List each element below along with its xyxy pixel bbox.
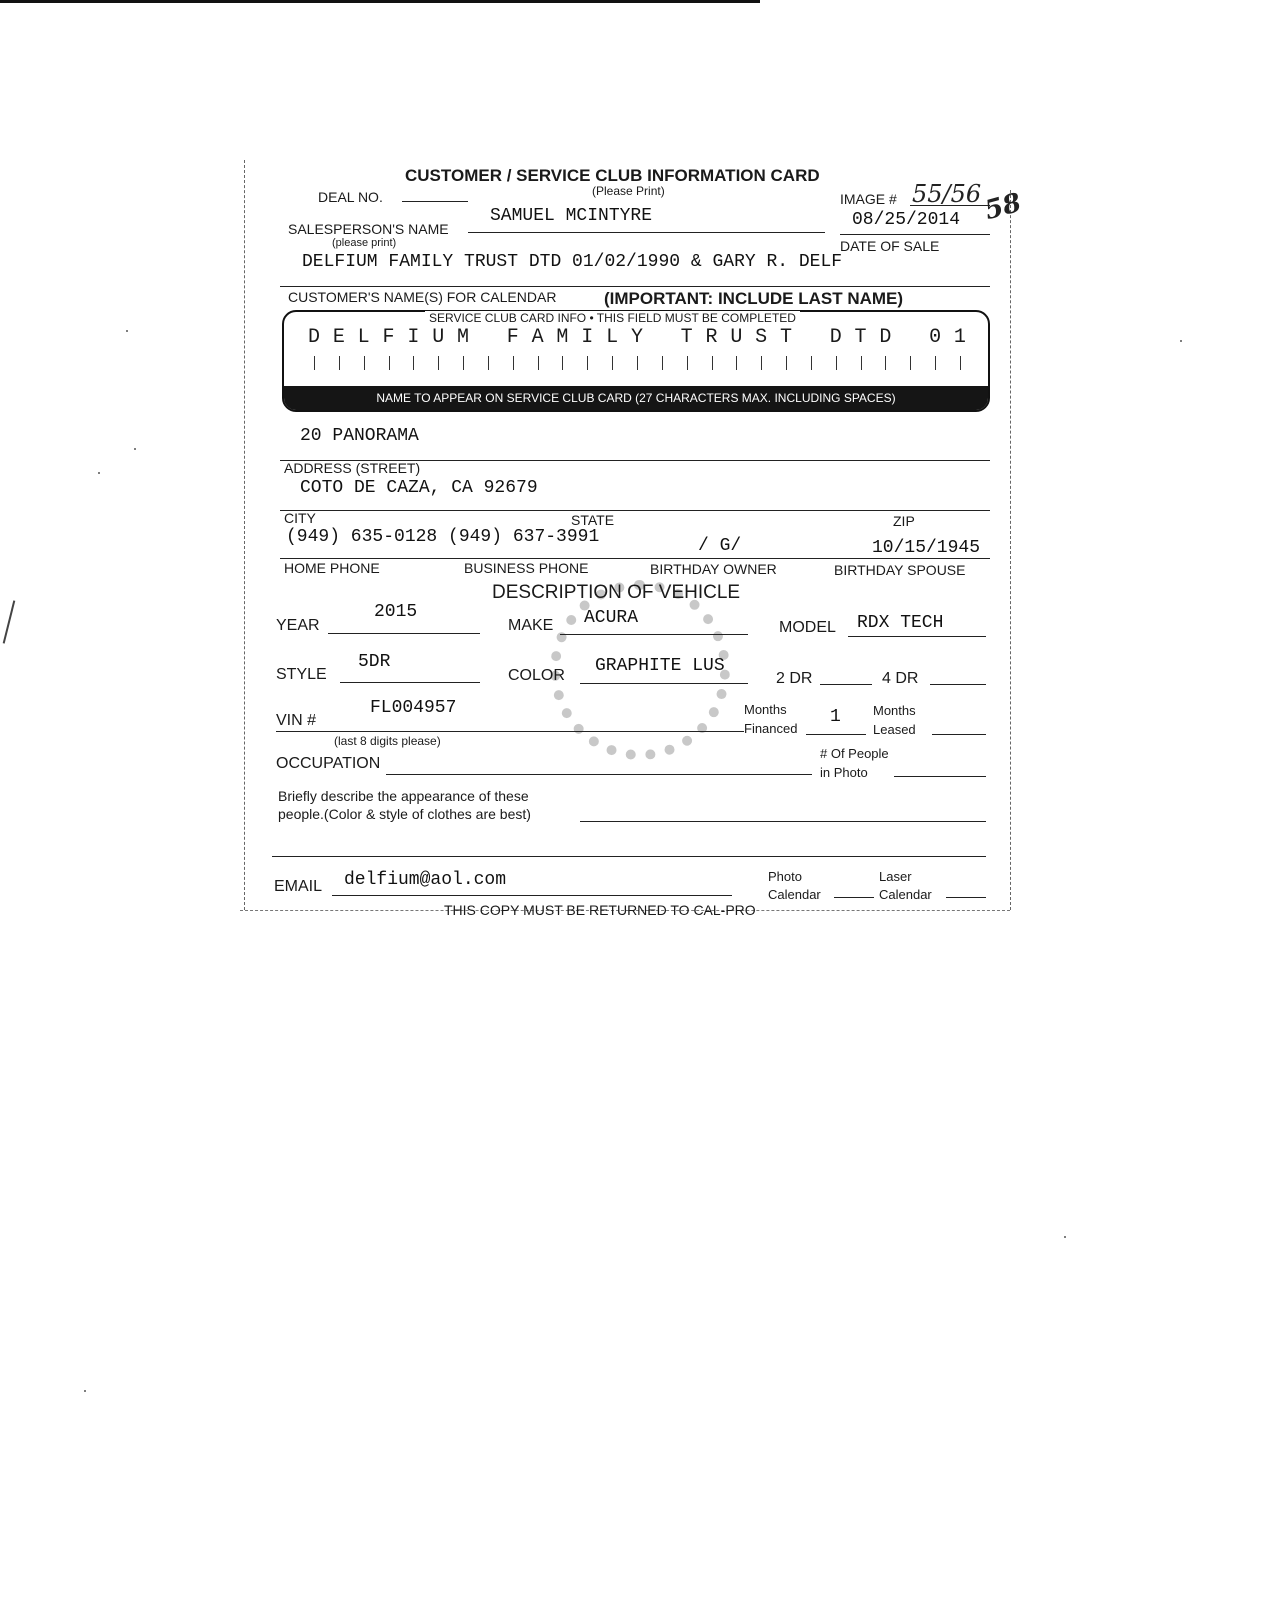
photo-label: Photo (768, 869, 802, 884)
service-card-char: L (606, 326, 619, 349)
vin-label: VIN # (276, 712, 317, 729)
service-card-footer-band: NAME TO APPEAR ON SERVICE CLUB CARD (27 CHARACTERS MAX. INCLUDING SPACES) (284, 386, 988, 410)
style-value: 5DR (358, 652, 391, 672)
service-card-char-tick (426, 356, 450, 370)
service-card-char-tick (327, 356, 351, 370)
customer-names-important-note: (IMPORTANT: INCLUDE LAST NAME) (604, 289, 904, 308)
service-card-char-tick (774, 356, 798, 370)
year-label: YEAR (276, 617, 320, 634)
service-card-char: I (581, 326, 594, 349)
service-card-char (799, 326, 823, 349)
salesperson-field[interactable] (468, 232, 825, 233)
form-right-edge (1010, 190, 1011, 910)
occupation-field[interactable] (386, 774, 812, 775)
service-card-char: M (556, 326, 569, 349)
service-card-char-tick (352, 356, 376, 370)
date-of-sale-label: DATE OF SALE (840, 238, 940, 254)
salesperson-value: SAMUEL MCINTYRE (490, 206, 653, 226)
service-card-char-tick (501, 356, 525, 370)
vin-field[interactable] (276, 731, 744, 732)
scan-speck (1180, 340, 1182, 342)
form-left-edge (244, 160, 245, 910)
service-card-char-tick (675, 356, 699, 370)
birthday-owner-value: / G/ (698, 536, 742, 556)
birthday-spouse-label: BIRTHDAY SPOUSE (834, 562, 966, 578)
service-card-char: F (382, 326, 395, 349)
vin-value: FL004957 (370, 698, 457, 718)
service-card-char-tick (600, 356, 624, 370)
service-card-char-tick (948, 356, 972, 370)
email-label: EMAIL (274, 878, 323, 895)
scan-top-edge (0, 0, 760, 3)
service-card-char: U (730, 326, 743, 349)
service-card-char (898, 326, 922, 349)
leased-label: Leased (873, 722, 916, 737)
service-card-char-tick (749, 356, 773, 370)
scan-speck (126, 330, 128, 332)
color-field[interactable] (580, 683, 748, 684)
year-value: 2015 (374, 602, 418, 622)
color-value: GRAPHITE LUS (595, 656, 725, 676)
style-field[interactable] (340, 682, 480, 683)
phones-value: (949) 635-0128 (949) 637-3991 (286, 527, 600, 547)
leased-field[interactable] (932, 734, 986, 735)
service-card-char-tick (873, 356, 897, 370)
city-label: CITY (284, 510, 316, 526)
service-card-character-ticks (302, 356, 972, 370)
service-card-char-tick (526, 356, 550, 370)
two-door-label: 2 DR (776, 670, 813, 687)
deal-no-label: DEAL NO. (318, 189, 383, 205)
deal-no-field[interactable] (402, 201, 468, 202)
city-state-zip-value: COTO DE CAZA, CA 92679 (300, 478, 538, 498)
model-field[interactable] (848, 636, 986, 637)
model-value: RDX TECH (857, 613, 944, 633)
people-in-photo-label-2: in Photo (820, 765, 868, 780)
service-card-char: R (705, 326, 718, 349)
street-address-label: ADDRESS (STREET) (284, 460, 421, 476)
people-in-photo-field[interactable] (894, 776, 986, 777)
service-card-char: F (506, 326, 519, 349)
describe-field-line-1[interactable] (580, 821, 986, 822)
service-card-char-tick (451, 356, 475, 370)
color-label: COLOR (508, 667, 565, 684)
scan-speck (84, 1390, 86, 1392)
financed-value: 1 (830, 707, 841, 727)
customer-names-value: DELFIUM FAMILY TRUST DTD 01/02/1990 & GARY R. DELF (302, 252, 843, 272)
service-club-card-box[interactable] (282, 310, 990, 412)
service-card-char-tick (824, 356, 848, 370)
service-card-char-tick (550, 356, 574, 370)
service-card-char: D (307, 326, 320, 349)
return-instruction-footer: THIS COPY MUST BE RETURNED TO CAL-PRO (444, 902, 756, 918)
photo-calendar-label: Calendar (768, 887, 821, 902)
zip-label: ZIP (893, 513, 915, 529)
photo-calendar-field[interactable] (834, 897, 874, 898)
margin-handwritten-mark: 58 (981, 187, 1025, 227)
street-address-value: 20 PANORAMA (300, 426, 419, 446)
service-card-char: U (432, 326, 445, 349)
vin-hint: (last 8 digits please) (334, 734, 441, 748)
scan-speck (98, 472, 100, 474)
image-number-label: IMAGE # (840, 191, 897, 207)
make-field[interactable] (560, 634, 748, 635)
email-value: delfium@aol.com (344, 870, 507, 890)
laser-label: Laser (879, 869, 912, 884)
four-door-field[interactable] (930, 684, 986, 685)
service-card-header: SERVICE CLUB CARD INFO • THIS FIELD MUST BE COMPLETED (425, 311, 800, 325)
service-card-char-tick (799, 356, 823, 370)
occupation-label: OCCUPATION (276, 755, 381, 772)
salesperson-sub-label: (please print) (332, 237, 397, 249)
vehicle-section-heading: DESCRIPTION OF VEHICLE (492, 582, 741, 603)
service-card-char-tick (625, 356, 649, 370)
image-number-field[interactable] (910, 205, 990, 206)
business-phone-label: BUSINESS PHONE (464, 560, 589, 576)
laser-calendar-label: Calendar (879, 887, 932, 902)
service-card-char: I (407, 326, 420, 349)
service-card-char: T (680, 326, 693, 349)
service-card-char: D (829, 326, 842, 349)
service-card-name-chars (302, 326, 972, 349)
scan-speck (134, 448, 136, 450)
people-in-photo-label-1: # Of People (820, 746, 889, 761)
customer-names-field[interactable] (280, 286, 990, 287)
service-card-char: E (332, 326, 345, 349)
birthday-spouse-value: 10/15/1945 (872, 538, 981, 558)
make-label: MAKE (508, 617, 554, 634)
service-card-char: L (357, 326, 370, 349)
service-card-char-tick (302, 356, 326, 370)
service-card-char (650, 326, 674, 349)
email-field[interactable] (332, 895, 732, 896)
service-card-char-tick (724, 356, 748, 370)
form-title: CUSTOMER / SERVICE CLUB INFORMATION CARD (405, 166, 820, 185)
phones-field[interactable] (280, 558, 990, 559)
months-label-leased: Months (873, 703, 916, 718)
home-phone-label: HOME PHONE (284, 560, 380, 576)
service-card-char: Y (630, 326, 643, 349)
service-card-char-tick (898, 356, 922, 370)
service-card-char-tick (575, 356, 599, 370)
year-field[interactable] (328, 633, 480, 634)
scan-stray-mark (3, 600, 16, 643)
style-label: STYLE (276, 666, 327, 683)
date-of-sale-value: 08/25/2014 (852, 210, 961, 230)
service-card-char-tick (476, 356, 500, 370)
service-card-char-tick (923, 356, 947, 370)
describe-field-line-2[interactable] (272, 856, 986, 857)
service-card-char: T (780, 326, 793, 349)
two-door-field[interactable] (820, 684, 872, 685)
service-card-char-tick (849, 356, 873, 370)
describe-label-line-2: people.(Color & style of clothes are best) (278, 806, 531, 822)
service-card-char-tick (700, 356, 724, 370)
service-card-char-tick (401, 356, 425, 370)
make-value: ACURA (584, 608, 639, 628)
four-door-label: 4 DR (882, 670, 919, 687)
city-state-zip-field[interactable] (280, 510, 990, 511)
months-label-financed: Months (744, 702, 787, 717)
service-card-char: 0 (929, 326, 942, 349)
image-number-value: 55/56 (912, 180, 982, 208)
birthday-owner-label: BIRTHDAY OWNER (650, 561, 777, 577)
salesperson-label: SALESPERSON'S NAME (288, 221, 449, 237)
service-card-char: A (531, 326, 544, 349)
please-print-note: (Please Print) (592, 184, 665, 198)
financed-label: Financed (744, 721, 798, 736)
service-card-char-tick (377, 356, 401, 370)
state-label: STATE (571, 512, 615, 528)
service-card-char-tick (650, 356, 674, 370)
service-card-char: S (755, 326, 768, 349)
service-card-char: 1 (953, 326, 966, 349)
model-label: MODEL (779, 619, 836, 636)
describe-label-line-1: Briefly describe the appearance of these (278, 788, 529, 804)
customer-names-label: CUSTOMER'S NAME(S) FOR CALENDAR (288, 289, 557, 305)
scan-speck (1064, 1236, 1066, 1238)
service-card-char: D (879, 326, 892, 349)
date-of-sale-field[interactable] (840, 234, 990, 235)
laser-calendar-field[interactable] (946, 897, 986, 898)
service-card-char: M (457, 326, 470, 349)
service-card-char: T (854, 326, 867, 349)
financed-field[interactable] (806, 734, 866, 735)
service-card-char (476, 326, 500, 349)
